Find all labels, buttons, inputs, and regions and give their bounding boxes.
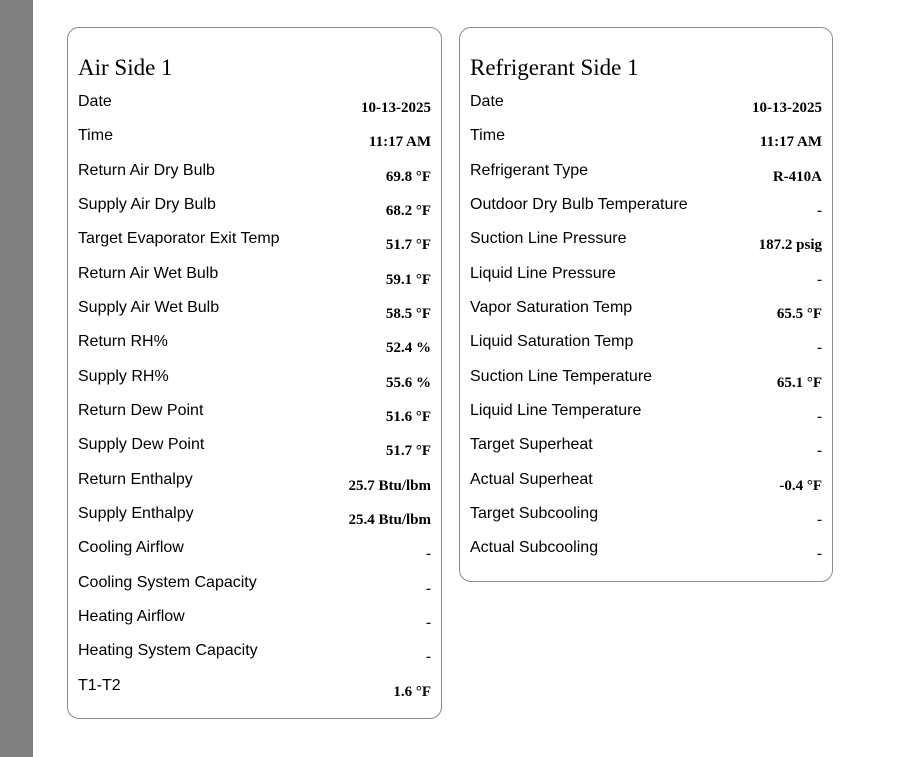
row-label: Actual Subcooling [470, 539, 599, 557]
row-label: Vapor Saturation Temp [470, 298, 633, 316]
refrigerant-side-title: Refrigerant Side 1 [470, 55, 639, 80]
data-row [470, 229, 822, 263]
row-label: Liquid Line Temperature [470, 401, 642, 419]
row-label: Return Dew Point [78, 401, 204, 419]
row-label: Date [470, 93, 504, 110]
data-row [470, 538, 822, 572]
row-value: 69.8 °F [385, 168, 431, 185]
row-value: 58.5 °F [385, 305, 431, 322]
row-value: - [426, 546, 431, 563]
row-value: 10-13-2025 [361, 100, 431, 116]
data-row [470, 264, 822, 298]
row-label: Cooling Airflow [78, 539, 184, 557]
row-value: 59.1 °F [385, 271, 431, 288]
refrigerant-side-card [459, 27, 833, 582]
row-value: 51.7 °F [385, 443, 431, 460]
data-row [78, 538, 431, 572]
data-row [78, 332, 431, 366]
row-value: 25.4 Btu/lbm [348, 511, 431, 528]
row-label: Outdoor Dry Bulb Temperature [470, 195, 688, 213]
row-value: 51.6 °F [385, 408, 431, 425]
data-row [78, 607, 431, 641]
data-row [78, 264, 431, 298]
row-value: - [817, 443, 822, 460]
data-row [470, 298, 822, 332]
row-value: 52.4 % [386, 340, 431, 357]
row-value: - [426, 580, 431, 597]
data-row [78, 126, 431, 160]
data-row [78, 401, 431, 435]
row-value: 51.7 °F [385, 237, 431, 254]
row-value: 65.5 °F [776, 305, 822, 322]
row-label: Time [78, 127, 113, 145]
row-value: - [817, 340, 822, 357]
row-value: 10-13-2025 [752, 100, 822, 116]
row-label: Date [78, 93, 112, 110]
data-row [470, 401, 822, 435]
data-row [78, 229, 431, 263]
row-label: Target Subcooling [470, 504, 599, 522]
row-value: - [426, 649, 431, 666]
data-row [470, 126, 822, 160]
data-row [78, 92, 431, 126]
data-row [78, 470, 431, 504]
row-label: Supply Enthalpy [78, 504, 194, 522]
data-row [470, 195, 822, 229]
row-value: R-410A [772, 168, 822, 185]
row-label: Return Air Wet Bulb [78, 264, 219, 282]
row-value: - [817, 202, 822, 219]
row-value: 65.1 °F [776, 374, 822, 391]
row-value: 68.2 °F [385, 202, 431, 219]
row-value: - [817, 408, 822, 425]
row-value: 11:17 AM [368, 134, 431, 151]
row-value: 187.2 psig [758, 237, 822, 254]
row-label: Target Evaporator Exit Temp [78, 230, 280, 248]
data-row [78, 504, 431, 538]
row-label: Supply Air Dry Bulb [78, 195, 216, 213]
row-label: Time [470, 127, 505, 145]
row-label: Supply Dew Point [78, 436, 205, 454]
row-label: Liquid Saturation Temp [470, 333, 634, 351]
row-label: Refrigerant Type [470, 161, 588, 179]
row-label: Return Air Dry Bulb [78, 161, 215, 179]
data-row [470, 332, 822, 366]
row-value: - [817, 271, 822, 288]
data-row [470, 470, 822, 504]
data-row [78, 195, 431, 229]
data-row [470, 92, 822, 126]
row-label: Actual Superheat [470, 470, 593, 488]
data-row [470, 161, 822, 195]
row-label: Suction Line Pressure [470, 230, 627, 248]
data-row [78, 161, 431, 195]
row-label: Heating System Capacity [78, 642, 258, 660]
left-sidebar-strip [0, 0, 33, 757]
row-label: Liquid Line Pressure [470, 264, 616, 282]
row-label: Heating Airflow [78, 607, 185, 625]
row-value: -0.4 °F [779, 477, 822, 494]
data-row [470, 367, 822, 401]
air-side-card [67, 27, 442, 719]
row-label: Cooling System Capacity [78, 573, 257, 591]
data-row [470, 435, 822, 469]
data-row [78, 367, 431, 401]
row-value: - [426, 614, 431, 631]
row-value: - [817, 511, 822, 528]
row-value: 11:17 AM [759, 134, 822, 151]
data-row [78, 435, 431, 469]
row-label: Supply RH% [78, 367, 169, 385]
row-value: 1.6 °F [393, 683, 431, 700]
row-label: Target Superheat [470, 436, 593, 454]
row-label: Return Enthalpy [78, 470, 193, 488]
row-value: 25.7 Btu/lbm [348, 477, 431, 494]
data-row [78, 641, 431, 675]
data-row [78, 298, 431, 332]
air-side-title: Air Side 1 [78, 55, 173, 80]
row-label: T1-T2 [78, 676, 121, 694]
data-row [78, 573, 431, 607]
data-row [78, 676, 431, 710]
data-row [470, 504, 822, 538]
row-value: 55.6 % [386, 374, 431, 391]
row-label: Supply Air Wet Bulb [78, 298, 220, 316]
row-label: Suction Line Temperature [470, 367, 653, 385]
row-value: - [817, 546, 822, 563]
row-label: Return RH% [78, 333, 168, 351]
